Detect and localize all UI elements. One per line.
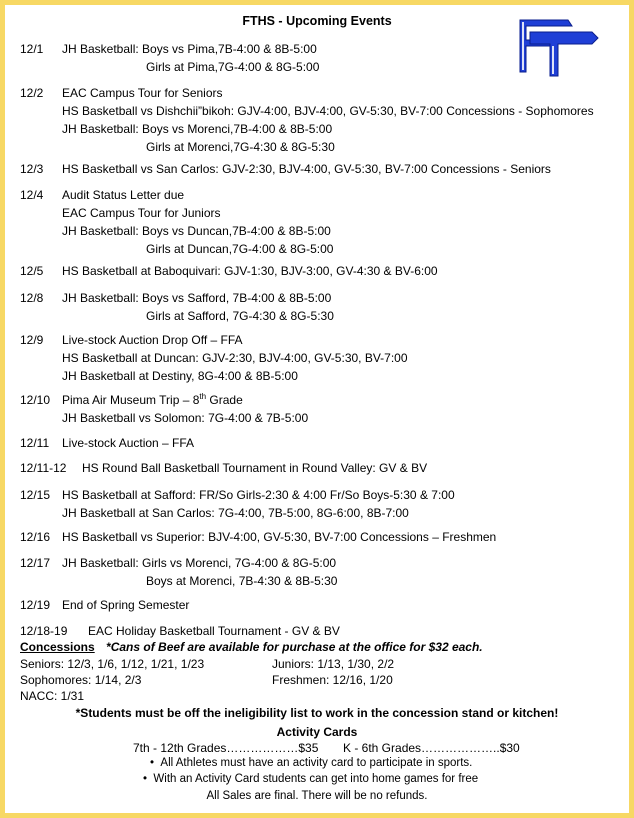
concessions-heading: Concessions *Cans of Beef are available for purchase at the office for $32 each. bbox=[20, 640, 483, 654]
event-line: EAC Holiday Basketball Tournament - GV & BV bbox=[88, 624, 340, 638]
event-line: HS Basketball vs Superior: BJV-4:00, GV-5:30, BV-7:00 Concessions – Freshmen bbox=[62, 530, 497, 544]
event-date: 12/9 bbox=[20, 333, 44, 347]
activity-cards-heading: Activity Cards bbox=[276, 725, 358, 739]
event-date: 12/2 bbox=[20, 86, 44, 100]
event-line: Girls at Pima,7G-4:00 & 8G-5:00 bbox=[146, 60, 320, 74]
event-line: HS Basketball vs San Carlos: GJV-2:30, BJV-4:00, GV-5:30, BV-7:00 Concessions - Seniors bbox=[62, 162, 551, 176]
event-date: 12/4 bbox=[20, 188, 44, 202]
event-line: Audit Status Letter due bbox=[62, 188, 185, 202]
event-line: HS Basketball at Duncan: GJV-2:30, BJV-4:00, GV-5:30, BV-7:00 bbox=[62, 351, 408, 365]
event-date: 12/5 bbox=[20, 264, 44, 278]
concessions-juniors: Juniors: 1/13, 1/30, 2/2 bbox=[272, 657, 395, 671]
event-line: JH Basketball at Destiny, 8G-4:00 & 8B-5:00 bbox=[62, 369, 298, 383]
event-date: 12/18-19 bbox=[20, 624, 68, 638]
concessions-seniors: Seniors: 12/3, 1/6, 1/12, 1/21, 1/23 bbox=[20, 657, 205, 671]
event-line: Girls at Safford, 7G-4:30 & 8G-5:30 bbox=[146, 309, 334, 323]
event-line: HS Basketball at Safford: FR/So Girls-2:30 & 4:00 Fr/So Boys-5:30 & 7:00 bbox=[62, 488, 455, 502]
ineligibility-note: *Students must be off the ineligibility list to work in the concession stand or kitchen! bbox=[75, 706, 559, 720]
event-date: 12/11 bbox=[20, 436, 50, 450]
activity-bullet: • With an Activity Card students can get into home games for free bbox=[143, 773, 479, 785]
event-line: JH Basketball vs Solomon: 7G-4:00 & 7B-5:00 bbox=[62, 411, 309, 425]
concessions-nacc: NACC: 1/31 bbox=[20, 689, 85, 703]
event-date: 12/17 bbox=[20, 556, 51, 570]
activity-cards-7-12: 7th - 12th Grades………………$35 bbox=[133, 741, 319, 755]
activity-cards-k-6: K - 6th Grades………………..$30 bbox=[343, 741, 520, 755]
page-title: FTHS - Upcoming Events bbox=[242, 14, 392, 28]
event-date: 12/15 bbox=[20, 488, 51, 502]
event-date: 12/3 bbox=[20, 162, 44, 176]
concessions-sophomores: Sophomores: 1/14, 2/3 bbox=[20, 673, 142, 687]
event-line: Girls at Morenci,7G-4:30 & 8G-5:30 bbox=[146, 140, 335, 154]
concessions-freshmen: Freshmen: 12/16, 1/20 bbox=[272, 673, 393, 687]
sales-final-note: All Sales are final. There will be no refunds. bbox=[206, 790, 428, 802]
event-line: JH Basketball at San Carlos: 7G-4:00, 7B-5:00, 8G-6:00, 8B-7:00 bbox=[62, 506, 409, 520]
event-date: 12/11-12 bbox=[20, 461, 67, 475]
school-logo bbox=[506, 16, 600, 80]
event-date: 12/19 bbox=[20, 598, 51, 612]
event-line: HS Basketball at Baboquivari: GJV-1:30, BJV-3:00, GV-4:30 & BV-6:00 bbox=[62, 264, 438, 278]
event-line: HS Basketball vs Dishchii”bikoh: GJV-4:00, BJV-4:00, GV-5:30, BV-7:00 Concessions - Sophomores bbox=[62, 104, 594, 118]
event-line: JH Basketball: Girls vs Morenci, 7G-4:00 & 8G-5:00 bbox=[62, 556, 337, 570]
event-line: HS Round Ball Basketball Tournament in Round Valley: GV & BV bbox=[82, 461, 428, 475]
event-line: Live-stock Auction – FFA bbox=[62, 436, 195, 450]
event-line: JH Basketball: Boys vs Duncan,7B-4:00 & 8B-5:00 bbox=[62, 224, 331, 238]
event-line: JH Basketball: Boys vs Safford, 7B-4:00 & 8B-5:00 bbox=[62, 291, 332, 305]
concessions-note: *Cans of Beef are available for purchase at the office for $32 each. bbox=[106, 640, 483, 654]
event-line: Live-stock Auction Drop Off – FFA bbox=[62, 333, 243, 347]
event-date: 12/1 bbox=[20, 42, 44, 56]
activity-bullet: • All Athletes must have an activity card to participate in sports. bbox=[150, 757, 473, 769]
event-line: Pima Air Museum Trip – 8th Grade bbox=[62, 392, 243, 407]
event-line: JH Basketball: Boys vs Morenci,7B-4:00 & 8B-5:00 bbox=[62, 122, 333, 136]
event-line: Boys at Morenci, 7B-4:30 & 8B-5:30 bbox=[146, 574, 338, 588]
event-line: EAC Campus Tour for Juniors bbox=[62, 206, 221, 220]
event-date: 12/10 bbox=[20, 393, 51, 407]
event-line: EAC Campus Tour for Seniors bbox=[62, 86, 223, 100]
event-date: 12/8 bbox=[20, 291, 44, 305]
event-line: End of Spring Semester bbox=[62, 598, 190, 612]
event-line: Girls at Duncan,7G-4:00 & 8G-5:00 bbox=[146, 242, 334, 256]
event-line: JH Basketball: Boys vs Pima,7B-4:00 & 8B-5:00 bbox=[62, 42, 317, 56]
event-date: 12/16 bbox=[20, 530, 51, 544]
